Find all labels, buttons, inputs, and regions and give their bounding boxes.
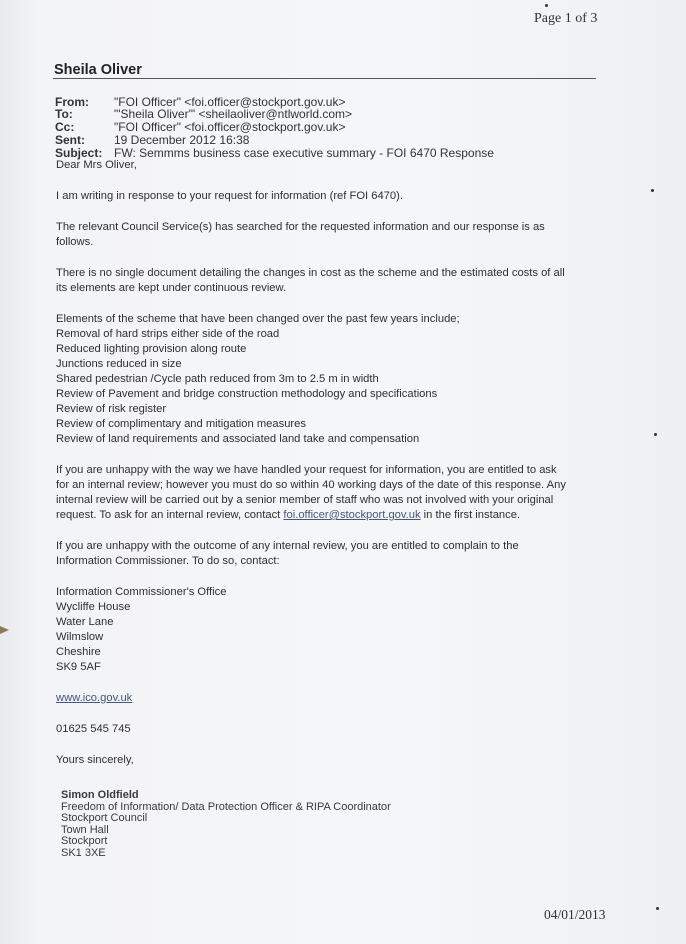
scan-speck bbox=[545, 4, 548, 7]
email-body bbox=[56, 158, 616, 768]
paragraph: I am writing in response to your request for information (ref FOI 6470). bbox=[56, 190, 403, 202]
scan-speck bbox=[656, 907, 659, 910]
signature-line: SK1 3XE bbox=[61, 846, 106, 859]
greeting: Dear Mrs Oliver, bbox=[56, 159, 137, 171]
paragraph-line: If you are unhappy with the outcome of any internal review, you are entitled to complain to the bbox=[56, 540, 519, 552]
paragraph-line: If you are unhappy with the way we have handled your request for information, you are entitled to ask bbox=[56, 464, 557, 476]
address-line: SK9 5AF bbox=[56, 661, 101, 673]
header-divider bbox=[53, 78, 596, 79]
header-value: "FOI Officer" <foi.officer@stockport.gov.uk> bbox=[114, 95, 346, 109]
header-label: Subject: bbox=[55, 146, 103, 160]
header-label: Cc: bbox=[55, 120, 75, 134]
paragraph-line: for an internal review; however you must do so within 40 working days of the date of this response. Any bbox=[56, 479, 566, 491]
foi-email-link[interactable]: foi.officer@stockport.gov.uk bbox=[283, 509, 421, 521]
scan-speck bbox=[654, 433, 657, 436]
closing: Yours sincerely, bbox=[56, 754, 134, 766]
signature-line: Town Hall bbox=[61, 823, 109, 836]
signature-line: Stockport Council bbox=[61, 812, 148, 824]
header-value: "FOI Officer" <foi.officer@stockport.gov.uk> bbox=[114, 120, 346, 134]
signature-line: Freedom of Information/ Data Protection Officer & RIPA Coordinator bbox=[61, 800, 391, 813]
signature-name: Simon Oldfield bbox=[61, 789, 139, 801]
address-line: Wilmslow bbox=[56, 631, 104, 643]
paragraph-line: its elements are kept under continuous review. bbox=[56, 282, 287, 294]
ico-website-link[interactable]: www.ico.gov.uk bbox=[56, 692, 133, 704]
paragraph-line: The relevant Council Service(s) has searched for the requested information and our response is as bbox=[56, 221, 545, 233]
header-cc bbox=[55, 120, 345, 134]
header-sent bbox=[55, 133, 249, 147]
header-value: "'Sheila Oliver'" <sheilaoliver@ntlworld.com> bbox=[114, 107, 353, 121]
text-segment: request. To ask for an internal review, contact bbox=[56, 509, 284, 521]
header-label: To: bbox=[55, 107, 73, 121]
elements-intro: Elements of the scheme that have been changed over the past few years include; bbox=[56, 313, 460, 325]
list-item: Review of risk register bbox=[56, 403, 167, 415]
margin-marker-icon bbox=[0, 626, 9, 634]
paragraph-line bbox=[56, 508, 616, 523]
scan-speck bbox=[651, 189, 654, 192]
signature-block bbox=[61, 790, 391, 859]
footer-date: 04/01/2013 bbox=[544, 907, 606, 922]
paragraph-line: internal review will be carried out by a senior member of staff who was not involved with your original bbox=[56, 494, 554, 506]
header-label: Sent: bbox=[55, 133, 85, 147]
ico-phone: 01625 545 745 bbox=[56, 723, 131, 735]
paragraph-line: follows. bbox=[56, 236, 94, 248]
signature-line: Stockport bbox=[61, 835, 108, 847]
paragraph-line: Information Commissioner. To do so, contact: bbox=[56, 555, 280, 567]
header-value: 19 December 2012 16:38 bbox=[114, 133, 250, 147]
header-to bbox=[55, 107, 352, 121]
list-item: Review of complimentary and mitigation measures bbox=[56, 418, 306, 430]
list-item: Reduced lighting provision along route bbox=[56, 343, 247, 355]
list-item: Junctions reduced in size bbox=[56, 358, 182, 370]
paragraph-line: There is no single document detailing the changes in cost as the scheme and the estimated costs of all bbox=[56, 267, 565, 279]
text-segment: in the first instance. bbox=[420, 509, 521, 521]
list-item: Removal of hard strips either side of the road bbox=[56, 328, 280, 340]
address-line: Wycliffe House bbox=[56, 601, 131, 613]
list-item: Review of Pavement and bridge construction methodology and specifications bbox=[56, 388, 438, 400]
page-number: Page 1 of 3 bbox=[534, 11, 598, 26]
address-line: Cheshire bbox=[56, 646, 101, 658]
header-value: FW: Semmms business case executive summary - FOI 6470 Response bbox=[114, 146, 494, 160]
header-label: From: bbox=[55, 95, 89, 109]
list-item: Shared pedestrian /Cycle path reduced from 3m to 2.5 m in width bbox=[56, 373, 379, 385]
sender-name: Sheila Oliver bbox=[54, 62, 142, 78]
list-item: Review of land requirements and associated land take and compensation bbox=[56, 433, 420, 445]
address-line: Water Lane bbox=[56, 616, 114, 628]
address-line: Information Commissioner's Office bbox=[56, 586, 227, 598]
